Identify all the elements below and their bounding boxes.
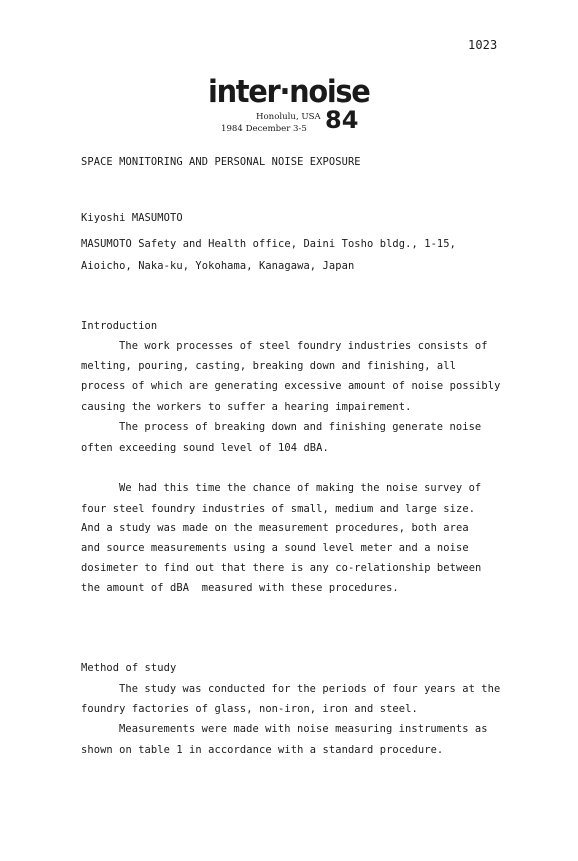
logo-wordmark: inter·noise (208, 74, 370, 110)
paragraph-line: the amount of dBA measured with these procedures. (81, 582, 399, 594)
paragraph-line: foundry factories of glass, non-iron, iron and steel. (81, 703, 418, 715)
section-heading-method: Method of study (81, 662, 177, 674)
paper-title: SPACE MONITORING AND PERSONAL NOISE EXPOSURE (81, 156, 361, 168)
affiliation-line: Aioicho, Naka-ku, Yokohama, Kanagawa, Japan (81, 260, 355, 272)
paragraph-line: often exceeding sound level of 104 dBA. (81, 442, 329, 454)
affiliation-line: MASUMOTO Safety and Health office, Daini Tosho bldg., 1-15, (81, 238, 456, 250)
paragraph-line: causing the workers to suffer a hearing impairement. (81, 401, 412, 413)
section-heading-introduction: Introduction (81, 320, 158, 332)
paragraph-line: And a study was made on the measurement procedures, both area (81, 522, 469, 534)
paragraph-line: The study was conducted for the periods of four years at the (119, 683, 501, 695)
paragraph-line: The work processes of steel foundry industries consists of (119, 340, 488, 352)
paragraph-line: shown on table 1 in accordance with a standard procedure. (81, 744, 444, 756)
paragraph-line: Measurements were made with noise measuring instruments as (119, 723, 488, 735)
conference-logo (208, 76, 368, 140)
logo-year: 84 (325, 106, 359, 134)
author-name: Kiyoshi MASUMOTO (81, 212, 183, 224)
paragraph-line: The process of breaking down and finishing generate noise (119, 421, 482, 433)
logo-dates: 1984 December 3-5 (221, 124, 307, 134)
logo-city: Honolulu, USA (256, 112, 321, 122)
paragraph-line: and source measurements using a sound level meter and a noise (81, 542, 469, 554)
paragraph-line: We had this time the chance of making the noise survey of (119, 482, 482, 494)
paragraph-line: melting, pouring, casting, breaking down and finishing, all (81, 360, 456, 372)
paragraph-line: four steel foundry industries of small, medium and large size. (81, 503, 476, 515)
page-number: 1023 (468, 38, 498, 52)
paragraph-line: dosimeter to find out that there is any co-relationship between (81, 562, 482, 574)
paragraph-line: process of which are generating excessive amount of noise possibly (81, 380, 501, 392)
